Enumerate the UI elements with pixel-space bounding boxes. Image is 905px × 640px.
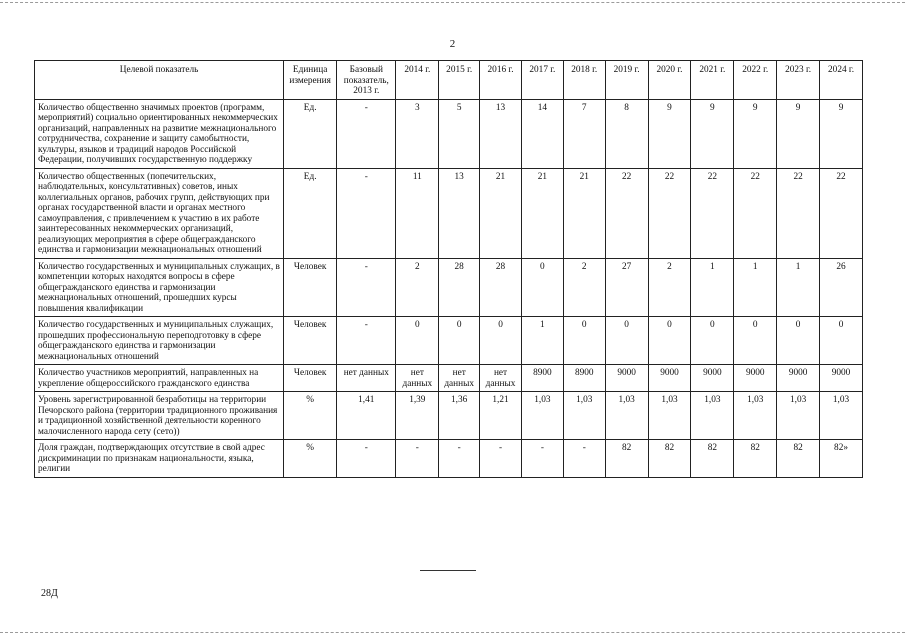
value-cell: 9000 <box>820 365 863 392</box>
value-cell: 82 <box>605 440 648 478</box>
value-cell: 1,03 <box>605 392 648 440</box>
header-year: 2017 г. <box>521 61 563 100</box>
value-cell: 2 <box>396 258 439 317</box>
base-cell: 1,41 <box>337 392 396 440</box>
header-year: 2014 г. <box>396 61 439 100</box>
value-cell: 0 <box>820 317 863 365</box>
value-cell: 9 <box>734 99 777 168</box>
value-cell: 9000 <box>691 365 734 392</box>
value-cell: 1,03 <box>521 392 563 440</box>
value-cell: 9 <box>691 99 734 168</box>
value-cell: 8900 <box>563 365 605 392</box>
value-cell: 8900 <box>521 365 563 392</box>
unit-cell: Человек <box>284 317 337 365</box>
value-cell: 0 <box>396 317 439 365</box>
value-cell: 21 <box>480 168 522 258</box>
value-cell: 21 <box>563 168 605 258</box>
value-cell: 9000 <box>605 365 648 392</box>
value-cell: 11 <box>396 168 439 258</box>
indicator-cell: Количество общественно значимых проектов (программ, мероприятий) социально ориентированных некоммерческих организаций, направленных на развитие межнационального сотрудничества, сохранение и защиту самобытности, культуры, языков и традиций народов Российской Федерации, получивших государственную поддержку <box>35 99 284 168</box>
value-cell: 13 <box>480 99 522 168</box>
section-divider <box>420 570 476 571</box>
value-cell: 0 <box>648 317 691 365</box>
indicator-cell: Количество государственных и муниципальных служащих, прошедших профессиональную переподготовку в сфере общегражданского единства и гармонизации межнациональных отношений <box>35 317 284 365</box>
table-row <box>35 317 863 365</box>
header-year: 2020 г. <box>648 61 691 100</box>
value-cell: 0 <box>777 317 820 365</box>
value-cell: 1,21 <box>480 392 522 440</box>
scan-top-edge <box>0 2 905 3</box>
unit-cell: Ед. <box>284 99 337 168</box>
value-cell: - <box>521 440 563 478</box>
value-cell: - <box>396 440 439 478</box>
table-row <box>35 365 863 392</box>
value-cell: нет данных <box>396 365 439 392</box>
value-cell: 22 <box>734 168 777 258</box>
value-cell: 1,39 <box>396 392 439 440</box>
value-cell: 0 <box>563 317 605 365</box>
indicator-cell: Количество государственных и муниципальных служащих, в компетенции которых находятся вопросы в сфере общегражданского единства и гармонизации межнациональных отношений, прошедших курсы повышения квалификации <box>35 258 284 317</box>
value-cell: 0 <box>480 317 522 365</box>
value-cell: 26 <box>820 258 863 317</box>
value-cell: 8 <box>605 99 648 168</box>
base-cell: - <box>337 168 396 258</box>
header-year: 2015 г. <box>439 61 480 100</box>
indicator-cell: Количество общественных (попечительских, наблюдательных, консультативных) советов, иных коллегиальных органов, рабочих групп, действующих при органах государственной власти и органах местного самоуправления, с привлечением к участию в их работе заинтересованных некоммерческих организаций, реализующих мероприятия в сфере общегражданского единства и гармонизации межнациональных отношений <box>35 168 284 258</box>
header-year: 2019 г. <box>605 61 648 100</box>
header-year: 2023 г. <box>777 61 820 100</box>
indicator-cell: Количество участников мероприятий, направленных на укрепление общероссийского гражданского единства <box>35 365 284 392</box>
value-cell: 7 <box>563 99 605 168</box>
header-base: Базовый показатель, 2013 г. <box>337 61 396 100</box>
value-cell: 0 <box>521 258 563 317</box>
value-cell: 9 <box>777 99 820 168</box>
header-unit: Единица измерения <box>284 61 337 100</box>
value-cell: 82 <box>734 440 777 478</box>
value-cell: 22 <box>820 168 863 258</box>
value-cell: 9 <box>648 99 691 168</box>
indicator-cell: Доля граждан, подтверждающих отсутствие в свой адрес дискриминации по признакам национальности, языка, религии <box>35 440 284 478</box>
value-cell: 14 <box>521 99 563 168</box>
unit-cell: % <box>284 440 337 478</box>
unit-cell: % <box>284 392 337 440</box>
indicator-cell: Уровень зарегистрированной безработицы на территории Печорского района (территории традиционного проживания и традиционной хозяйственной деятельности коренного малочисленного народа сету (сето)) <box>35 392 284 440</box>
scan-bottom-edge <box>0 632 905 633</box>
base-cell: - <box>337 99 396 168</box>
value-cell: 22 <box>648 168 691 258</box>
value-cell: 0 <box>734 317 777 365</box>
value-cell: 82 <box>691 440 734 478</box>
value-cell: 1,03 <box>563 392 605 440</box>
page-number: 2 <box>449 38 456 50</box>
table-row <box>35 440 863 478</box>
value-cell: 22 <box>691 168 734 258</box>
value-cell: 5 <box>439 99 480 168</box>
table-row <box>35 392 863 440</box>
base-cell: нет данных <box>337 365 396 392</box>
value-cell: 1,03 <box>648 392 691 440</box>
value-cell: 1,03 <box>734 392 777 440</box>
base-cell: - <box>337 258 396 317</box>
value-cell: 82 <box>648 440 691 478</box>
header-indicator: Целевой показатель <box>35 61 284 100</box>
base-cell: - <box>337 440 396 478</box>
value-cell: 1 <box>521 317 563 365</box>
value-cell: 2 <box>648 258 691 317</box>
table-row <box>35 258 863 317</box>
value-cell: 1 <box>691 258 734 317</box>
value-cell: 1,03 <box>691 392 734 440</box>
value-cell: 21 <box>521 168 563 258</box>
header-year: 2016 г. <box>480 61 522 100</box>
value-cell: 1 <box>734 258 777 317</box>
table-row <box>35 99 863 168</box>
value-cell: - <box>439 440 480 478</box>
targets-table <box>34 60 863 478</box>
table-header-row <box>35 61 863 100</box>
value-cell: 9 <box>820 99 863 168</box>
value-cell: 9000 <box>648 365 691 392</box>
value-cell: - <box>563 440 605 478</box>
table-row <box>35 168 863 258</box>
unit-cell: Человек <box>284 258 337 317</box>
value-cell: 1 <box>777 258 820 317</box>
value-cell: 1,03 <box>820 392 863 440</box>
value-cell: 82» <box>820 440 863 478</box>
unit-cell: Ед. <box>284 168 337 258</box>
header-year: 2021 г. <box>691 61 734 100</box>
value-cell: 0 <box>691 317 734 365</box>
value-cell: 82 <box>777 440 820 478</box>
footer-code: 28Д <box>41 588 58 599</box>
value-cell: 28 <box>439 258 480 317</box>
header-year: 2022 г. <box>734 61 777 100</box>
value-cell: нет данных <box>480 365 522 392</box>
value-cell: 3 <box>396 99 439 168</box>
value-cell: 22 <box>605 168 648 258</box>
value-cell: 0 <box>439 317 480 365</box>
value-cell: 1,36 <box>439 392 480 440</box>
value-cell: 9000 <box>777 365 820 392</box>
header-year: 2024 г. <box>820 61 863 100</box>
value-cell: 13 <box>439 168 480 258</box>
value-cell: 27 <box>605 258 648 317</box>
value-cell: 9000 <box>734 365 777 392</box>
header-year: 2018 г. <box>563 61 605 100</box>
value-cell: 28 <box>480 258 522 317</box>
value-cell: нет данных <box>439 365 480 392</box>
unit-cell: Человек <box>284 365 337 392</box>
value-cell: 0 <box>605 317 648 365</box>
value-cell: 22 <box>777 168 820 258</box>
value-cell: - <box>480 440 522 478</box>
value-cell: 2 <box>563 258 605 317</box>
base-cell: - <box>337 317 396 365</box>
value-cell: 1,03 <box>777 392 820 440</box>
